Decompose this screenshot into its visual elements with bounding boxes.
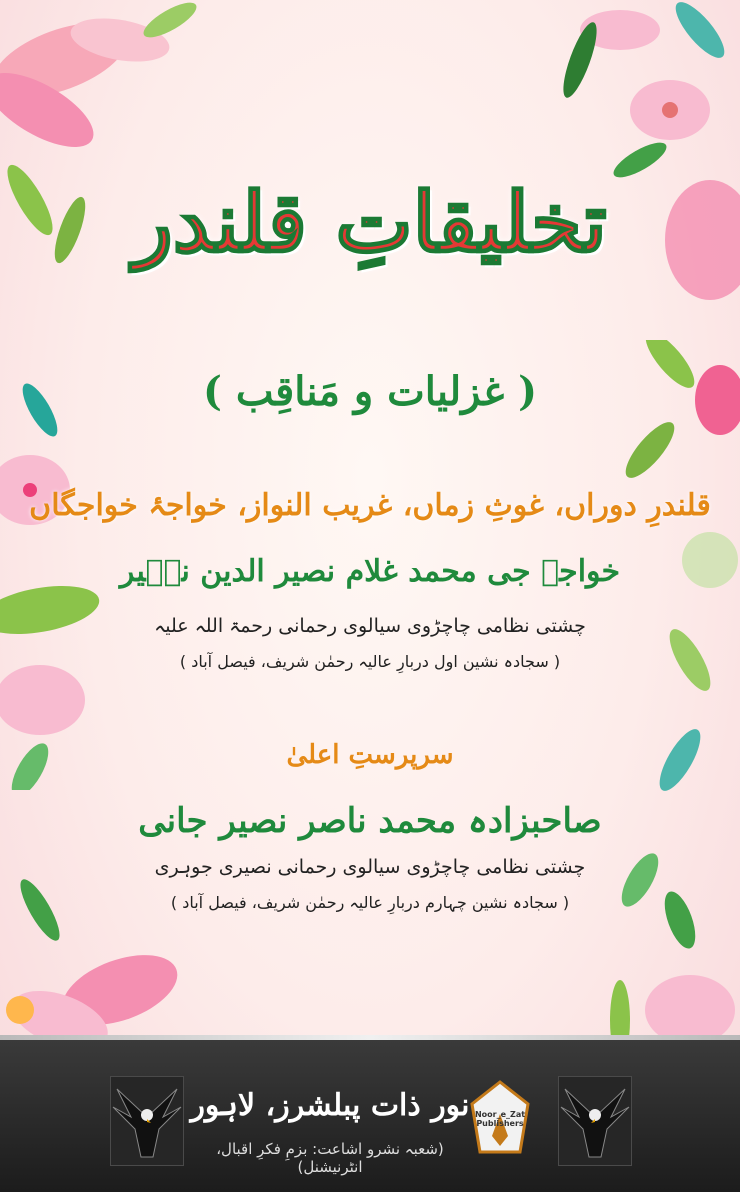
author-name: خواجہ جی محمد غلام نصیر الدین نصؔیر	[119, 554, 621, 589]
patron-name: صاحبزادہ محمد ناصر نصیر جانی	[138, 801, 602, 841]
patron-label: سرپرستِ اعلیٰ	[286, 740, 454, 770]
publisher-name: نور ذات پبلشرز، لاہور	[190, 1088, 470, 1123]
author-epithet: قلندرِ دوراں، غوثِ زماں، غریب النواز، خواجۂ خواجگاں	[29, 488, 711, 523]
publisher-logo-text: Noor_e_Zat Publishers	[474, 1110, 526, 1128]
author-lineage: چشتی نظامی چاچڑوی سیالوی رحمانی رحمۃ اللہ علیہ	[154, 615, 586, 637]
flower-cluster-bottom-left	[0, 860, 200, 1060]
patron-seat: ( سجادہ نشین چہارم دربارِ عالیہ رحمٰن شریف، فیصل آباد )	[170, 893, 570, 912]
author-seat: ( سجادہ نشین اول دربارِ عالیہ رحمٰن شریف، فیصل آباد )	[179, 652, 561, 671]
book-title: تخلیقاتِ قلندر	[133, 175, 607, 271]
book-subtitle: ( غزلیات و مَناقِب )	[202, 368, 538, 415]
eagle-icon	[558, 1076, 632, 1166]
flower-cluster-top-right	[520, 0, 740, 320]
patron-lineage: چشتی نظامی چاچڑوی سیالوی رحمانی نصیری جوہری	[154, 856, 586, 878]
eagle-icon	[110, 1076, 184, 1166]
publisher-subline: (شعبہ نشرو اشاعت: بزمِ فکرِ اقبال، انٹرنیشنل)	[216, 1140, 444, 1176]
